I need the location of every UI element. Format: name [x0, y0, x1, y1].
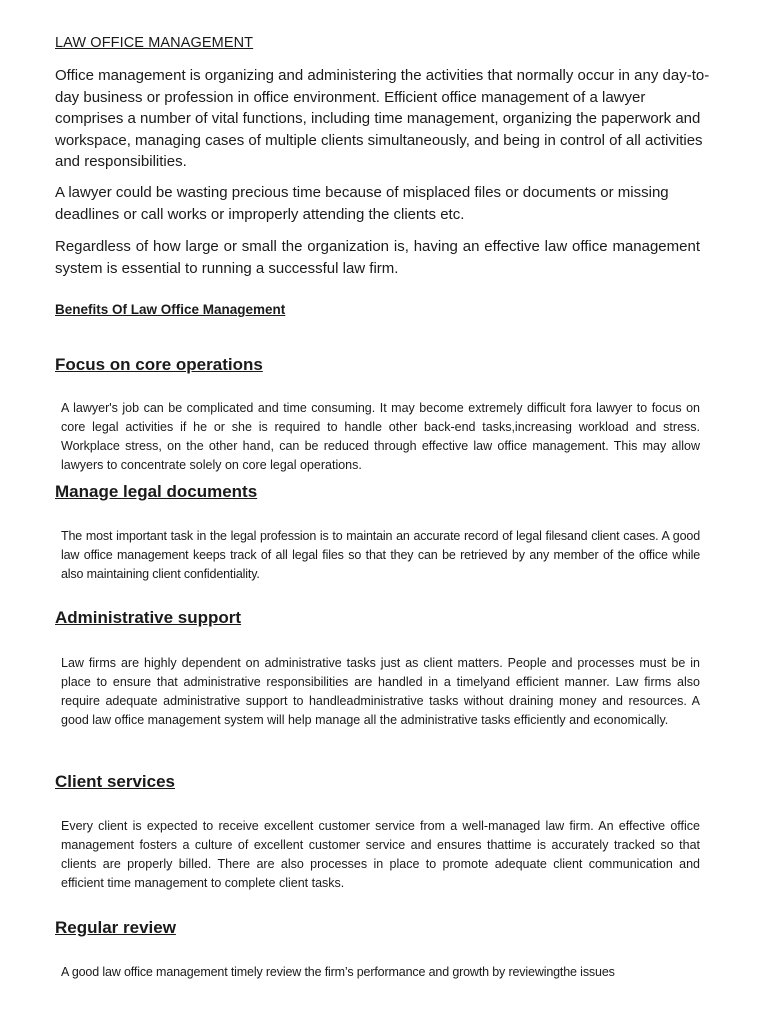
section-heading-focus: Focus on core operations: [55, 355, 263, 374]
section-heading-documents: Manage legal documents: [55, 482, 258, 501]
intro-paragraph-3: Regardless of how large or small the organization is, having an effective law office management system is essential to running a successful law firm.: [55, 238, 700, 277]
intro-paragraph-1: Office management is organizing and administering the activities that normally occur in any day-to-day business or profession in office environment. Efficient office management of a lawyer comprises a number of vital functions, including time management, organizing the paperwork and workspace, managing cases of multiple clients simultaneously, and being in control of all activities and responsibilities.: [55, 67, 710, 170]
document-title: LAW OFFICE MANAGEMENT: [55, 35, 254, 51]
section-body-focus: A lawyer's job can be complicated and time consuming. It may become extremely difficult fora lawyer to focus on core legal activities if he or she is required to handle other back-end tasks,increasing workload and stress. Workplace stress, on the other hand, can be reduced through effective law office management. This may allow lawyers to concentrate solely on core legal operations.: [61, 401, 700, 472]
intro-paragraph-2: A lawyer could be wasting precious time because of misplaced files or documents or missing deadlines or call works or improperly attending the clients etc.: [55, 184, 669, 223]
section-heading-regular-review: Regular review: [55, 918, 176, 937]
section-body-regular-review: A good law office management timely review the firm’s performance and growth by reviewingthe issues: [61, 965, 615, 979]
section-heading-client-services: Client services: [55, 772, 176, 791]
section-body-client-services: Every client is expected to receive excellent customer service from a well-managed law firm. An effective office management fosters a culture of excellent customer service and ensures thattime is accurately tracked so that clients are properly billed. There are also processes in place to promote adequate client communication and efficient time management to complete client tasks.: [61, 819, 700, 890]
section-body-documents: The most important task in the legal profession is to maintain an accurate record of legal filesand client cases. A good law office management keeps track of all legal files so that they can be retrieved by any member of the office while also maintaining client confidentiality.: [61, 529, 700, 581]
section-body-administrative: Law firms are highly dependent on administrative tasks just as client matters. People and processes must be in place to ensure that administrative responsibilities are handled in a timelyand efficient manner. Law firms also require adequate administrative support to handleadministrative tasks without draining money and resources. A good law office management system will help manage all the administrative tasks efficiently and economically.: [61, 656, 700, 727]
section-heading-administrative: Administrative support: [55, 608, 242, 627]
benefits-title: Benefits Of Law Office Management: [55, 302, 286, 317]
